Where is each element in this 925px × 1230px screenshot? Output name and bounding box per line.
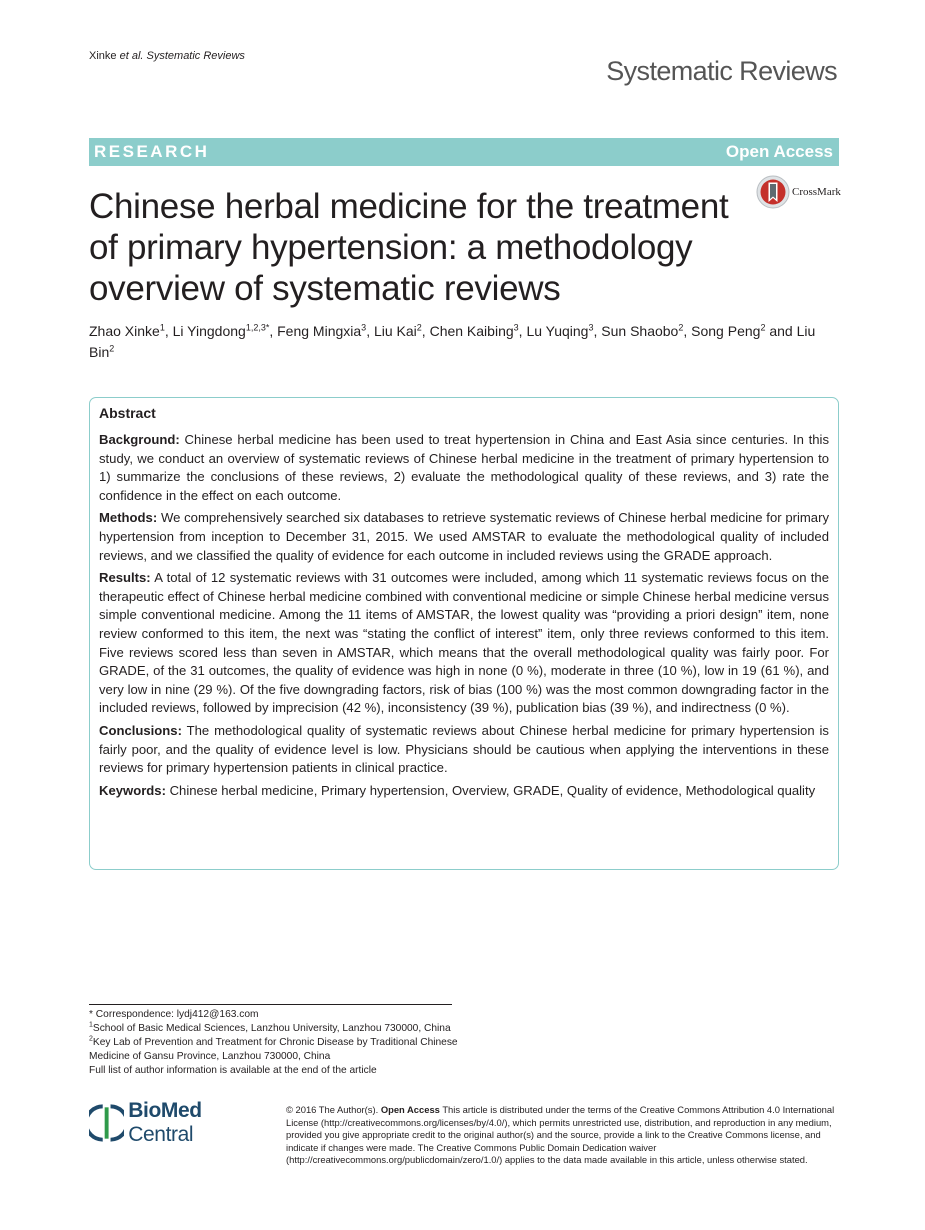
publisher-name-bold: BioMed <box>128 1099 202 1122</box>
author-name: Chen Kaibing <box>429 323 514 339</box>
journal-name: Systematic Reviews <box>606 56 837 86</box>
author-separator: , <box>593 323 602 339</box>
correspondence-text: * Correspondence: lydj412@163.com <box>89 1009 259 1020</box>
correspondence-note <box>89 1008 459 1022</box>
section-label: Methods: <box>99 510 158 526</box>
author-list <box>89 321 839 363</box>
publisher-name-rest: Central <box>128 1123 194 1146</box>
abstract-conclusions <box>99 722 829 778</box>
abstract-box <box>89 397 839 870</box>
running-head-journal: Systematic Reviews <box>146 50 245 62</box>
license-open-access: Open Access <box>380 1104 440 1115</box>
abstract-background <box>99 431 829 505</box>
copyright-text: © 2016 The Author(s). <box>286 1104 379 1115</box>
author-affiliation-marker: 3 <box>361 322 367 333</box>
section-label: Results: <box>99 570 151 586</box>
affiliation-2-marker: 2 <box>89 1035 93 1043</box>
author-name: Lu Yuqing <box>526 323 589 339</box>
author-name: Feng Mingxia <box>277 323 362 339</box>
running-head-etal: et al. <box>119 50 144 62</box>
section-label: Background: <box>99 432 180 447</box>
author-affiliation-marker: 1 <box>159 322 165 333</box>
biomed-central-logo-icon <box>89 1104 124 1142</box>
abstract-keywords <box>99 782 829 801</box>
open-access-label: Open Access <box>725 142 833 161</box>
section-text: A total of 12 systematic reviews with 31 outcomes were included, among which 11 systematic reviews focus on the therapeutic effect of Chinese herbal medicine combined with conventional medicine or simple Chinese herbal medicine versus simple conventional medicine. Among the 11 items of AMSTAR, the lowest quality was “providing a priori design” item, none review conformed to this item, the next was “stating the conflict of interest” item, only three reviews conformed to this item. Five reviews scored less than seven in AMSTAR, which means that the overall methodological quality was fairly poor. For GRADE, of the 31 outcomes, the quality of evidence was high in none (0 %), moderate in three (10 %), low in 19 (61 %), and very low in nine (29 %). Of the five downgrading factors, risk of bias (100 %) was the most common downgrading factor in the included reviews, followed by imprecision (42 %), inconsistency (39 %), publication bias (39 %), and indirectness (0 %). <box>99 570 829 716</box>
author-name: Li Yingdong <box>172 323 246 339</box>
running-head-authors: Xinke <box>89 50 117 62</box>
author-separator: , <box>421 323 430 339</box>
section-label: Keywords: <box>99 782 166 798</box>
affiliation-1-marker: 1 <box>89 1021 93 1029</box>
affiliation-2 <box>89 1036 459 1064</box>
article-type-label: RESEARCH <box>94 142 210 161</box>
author-affiliation-marker: 2 <box>678 322 684 333</box>
author-info-note: Full list of author information is available at the end of the article <box>89 1064 377 1076</box>
author-name: Sun Shaobo <box>601 323 679 339</box>
author-affiliation-marker: 1,2,3* <box>245 322 270 333</box>
publisher-name <box>128 1099 269 1147</box>
license-statement <box>286 1104 841 1167</box>
running-head <box>89 50 245 62</box>
publisher-logo <box>89 1099 269 1146</box>
author-separator: and <box>765 323 797 339</box>
author-separator: , <box>683 323 692 339</box>
section-text: We comprehensively searched six databases to retrieve systematic reviews of Chinese herbal medicine for primary hypertension from inception to December 31, 2015. We used AMSTAR to evaluate the methodological quality of included reviews, and we classified the quality of evidence for each outcome in included reviews using the GRADE approach. <box>99 510 829 563</box>
section-text: Chinese herbal medicine, Primary hypertension, Overview, GRADE, Quality of evidence, Methodological quality <box>169 782 816 798</box>
author-affiliation-marker: 2 <box>416 322 422 333</box>
author-affiliation-marker: 3 <box>588 322 594 333</box>
author-affiliation-marker: 3 <box>513 322 519 333</box>
author-affiliation-marker: 2 <box>760 322 766 333</box>
author-name: Liu Bin <box>89 323 816 360</box>
author-separator: , <box>269 323 278 339</box>
author-separator: , <box>164 323 173 339</box>
abstract-heading: Abstract <box>99 405 156 421</box>
article-title: Chinese herbal medicine for the treatment of primary hypertension: a methodology overview of systematic reviews <box>89 187 729 308</box>
article-type-banner <box>89 138 839 166</box>
footnotes <box>89 1008 459 1078</box>
affiliation-1 <box>89 1022 459 1036</box>
crossmark-badge[interactable] <box>756 174 842 210</box>
license-text: This article is distributed under the terms of the Creative Commons Attribution 4.0 International License (http://creativecommons.org/licenses/by/4.0/), which permits unrestricted use, distribution, and reproduction in any medium, provided you give appropriate credit to the original author(s) and the source, provide a link to the Creative Commons license, and indicate if changes were made. The Creative Commons Public Domain Dedication waiver (http://creativecommons.org/publicdomain/zero/1.0/) applies to the data made available in this article, unless otherwise stated. <box>286 1104 835 1165</box>
crossmark-label: CrossMark <box>792 186 841 198</box>
crossmark-icon <box>756 175 790 209</box>
affiliation-1-text: School of Basic Medical Sciences, Lanzhou University, Lanzhou 730000, China <box>92 1022 451 1034</box>
footnote-divider <box>89 1004 452 1005</box>
affiliation-2-text: Key Lab of Prevention and Treatment for Chronic Disease by Traditional Chinese Medicine of Gansu Province, Lanzhou 730000, China <box>89 1036 458 1062</box>
section-text: Chinese herbal medicine has been used to treat hypertension in China and East Asia since centuries. In this study, we conduct an overview of systematic reviews of Chinese herbal medicine in the treatment of primary hypertension to 1) summarize the conclusions of these reviews, 2) evaluate the methodological quality of these reviews, and 3) rate the confidence in the effect on each outcome. <box>99 432 829 503</box>
abstract-results <box>99 569 829 718</box>
author-name: Liu Kai <box>373 323 417 339</box>
author-affiliation-marker: 2 <box>109 343 115 354</box>
author-separator: , <box>366 323 374 339</box>
author-name: Song Peng <box>691 323 761 339</box>
author-name: Zhao Xinke <box>89 323 160 339</box>
author-separator: , <box>518 323 527 339</box>
abstract-methods <box>99 509 829 565</box>
section-label: Conclusions: <box>99 722 182 738</box>
section-text: The methodological quality of systematic reviews about Chinese herbal medicine for primary hypertension is fairly poor, and the quality of evidence level is low. Physicians should be cautious when applying the interventions in these reviews for primary hypertension patients in clinical practice. <box>99 722 829 776</box>
